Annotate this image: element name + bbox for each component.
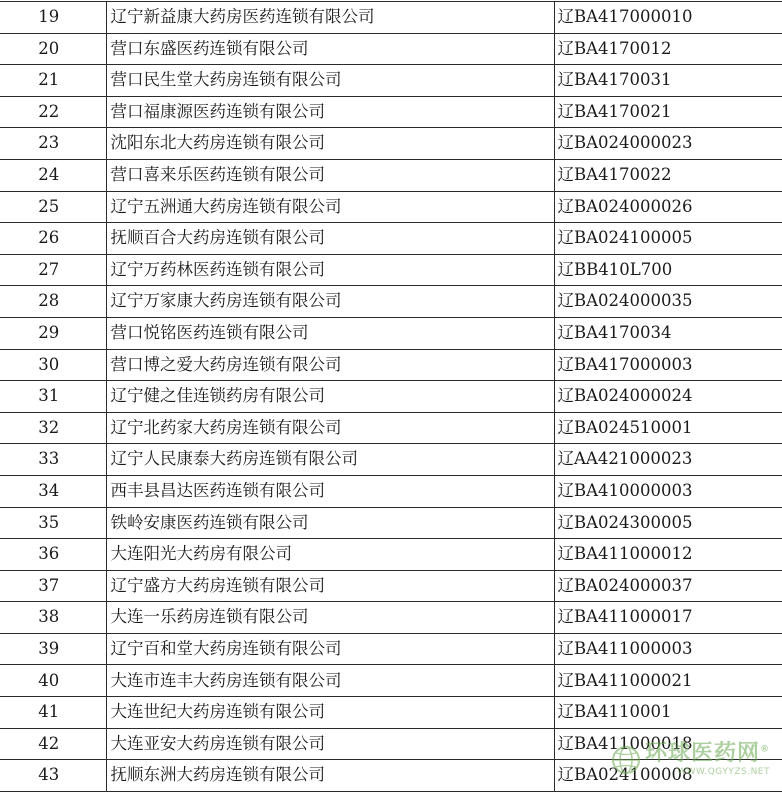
license-code-cell: 辽BA411000021 — [554, 665, 782, 697]
row-number-cell: 27 — [0, 254, 106, 286]
company-name-cell: 大连阳光大药房有限公司 — [106, 539, 554, 571]
company-name-cell: 营口悦铭医药连锁有限公司 — [106, 317, 554, 349]
license-code-cell: 辽BA410000003 — [554, 475, 782, 507]
license-code-cell: 辽BA417000010 — [554, 2, 782, 34]
license-code-cell: 辽BB410L700 — [554, 254, 782, 286]
row-number-cell: 33 — [0, 444, 106, 476]
license-code-cell: 辽BA4170012 — [554, 33, 782, 65]
license-code-cell: 辽AA421000023 — [554, 444, 782, 476]
table-row — [0, 507, 782, 539]
company-name-cell: 辽宁人民康泰大药房连锁有限公司 — [106, 444, 554, 476]
company-name-cell: 辽宁健之佳连锁药房有限公司 — [106, 381, 554, 413]
pharmacy-chain-table — [0, 1, 782, 792]
company-name-cell: 营口民生堂大药房连锁有限公司 — [106, 65, 554, 97]
license-code-cell: 辽BA411000012 — [554, 539, 782, 571]
company-name-cell: 营口博之爱大药房连锁有限公司 — [106, 349, 554, 381]
table-row — [0, 412, 782, 444]
row-number-cell: 22 — [0, 96, 106, 128]
row-number-cell: 40 — [0, 665, 106, 697]
license-code-cell: 辽BA024100005 — [554, 223, 782, 255]
table-row — [0, 254, 782, 286]
table-row — [0, 539, 782, 571]
license-code-cell: 辽BA024000037 — [554, 570, 782, 602]
row-number-cell: 19 — [0, 2, 106, 34]
row-number-cell: 26 — [0, 223, 106, 255]
row-number-cell: 37 — [0, 570, 106, 602]
company-name-cell: 营口喜来乐医药连锁有限公司 — [106, 159, 554, 191]
company-name-cell: 大连一乐药房连锁有限公司 — [106, 602, 554, 634]
company-name-cell: 铁岭安康医药连锁有限公司 — [106, 507, 554, 539]
row-number-cell: 29 — [0, 317, 106, 349]
table-row — [0, 381, 782, 413]
company-name-cell: 辽宁新益康大药房医药连锁有限公司 — [106, 2, 554, 34]
company-name-cell: 大连亚安大药房连锁有限公司 — [106, 728, 554, 760]
company-name-cell: 辽宁北药家大药房连锁有限公司 — [106, 412, 554, 444]
company-name-cell: 沈阳东北大药房连锁有限公司 — [106, 128, 554, 160]
row-number-cell: 39 — [0, 633, 106, 665]
company-name-cell: 辽宁盛方大药房连锁有限公司 — [106, 570, 554, 602]
row-number-cell: 23 — [0, 128, 106, 160]
table-row — [0, 760, 782, 792]
table-row — [0, 475, 782, 507]
table-row — [0, 665, 782, 697]
row-number-cell: 20 — [0, 33, 106, 65]
row-number-cell: 41 — [0, 697, 106, 729]
row-number-cell: 30 — [0, 349, 106, 381]
table-row — [0, 2, 782, 34]
watermark-title-text: 环球医药网 — [644, 741, 760, 766]
row-number-cell: 25 — [0, 191, 106, 223]
row-number-cell: 43 — [0, 760, 106, 792]
table-row — [0, 191, 782, 223]
license-code-cell: 辽BA4110001 — [554, 697, 782, 729]
table-row — [0, 697, 782, 729]
company-name-cell: 西丰县昌达医药连锁有限公司 — [106, 475, 554, 507]
license-code-cell: 辽BA411000018 — [554, 728, 782, 760]
row-number-cell: 34 — [0, 475, 106, 507]
table-body — [0, 2, 782, 792]
registered-mark: ® — [760, 744, 770, 755]
license-code-cell: 辽BA4170022 — [554, 159, 782, 191]
row-number-cell: 35 — [0, 507, 106, 539]
company-name-cell: 辽宁万家康大药房连锁有限公司 — [106, 286, 554, 318]
table-row — [0, 633, 782, 665]
row-number-cell: 24 — [0, 159, 106, 191]
license-code-cell: 辽BA024510001 — [554, 412, 782, 444]
table-row — [0, 223, 782, 255]
company-name-cell: 营口福康源医药连锁有限公司 — [106, 96, 554, 128]
row-number-cell: 36 — [0, 539, 106, 571]
table-row — [0, 570, 782, 602]
table-row — [0, 96, 782, 128]
table-row — [0, 33, 782, 65]
license-code-cell: 辽BA024000023 — [554, 128, 782, 160]
row-number-cell: 32 — [0, 412, 106, 444]
company-name-cell: 大连世纪大药房连锁有限公司 — [106, 697, 554, 729]
license-code-cell: 辽BA4170021 — [554, 96, 782, 128]
table-row — [0, 128, 782, 160]
license-code-cell: 辽BA417000003 — [554, 349, 782, 381]
license-code-cell: 辽BA024000035 — [554, 286, 782, 318]
row-number-cell: 38 — [0, 602, 106, 634]
license-code-cell: 辽BA024000024 — [554, 381, 782, 413]
license-code-cell: 辽BA024100008 — [554, 760, 782, 792]
license-code-cell: 辽BA4170031 — [554, 65, 782, 97]
table-row — [0, 444, 782, 476]
table-row — [0, 317, 782, 349]
table-row — [0, 286, 782, 318]
row-number-cell: 31 — [0, 381, 106, 413]
license-code-cell: 辽BA411000017 — [554, 602, 782, 634]
row-number-cell: 28 — [0, 286, 106, 318]
company-name-cell: 抚顺东洲大药房连锁有限公司 — [106, 760, 554, 792]
table-row — [0, 728, 782, 760]
license-code-cell: 辽BA4170034 — [554, 317, 782, 349]
company-name-cell: 营口东盛医药连锁有限公司 — [106, 33, 554, 65]
company-name-cell: 抚顺百合大药房连锁有限公司 — [106, 223, 554, 255]
row-number-cell: 42 — [0, 728, 106, 760]
table-row — [0, 65, 782, 97]
license-code-cell: 辽BA024000026 — [554, 191, 782, 223]
company-name-cell: 大连市连丰大药房连锁有限公司 — [106, 665, 554, 697]
row-number-cell: 21 — [0, 65, 106, 97]
license-code-cell: 辽BA024300005 — [554, 507, 782, 539]
watermark-url: WWW.QGYYZS.NET — [677, 767, 770, 777]
table-row — [0, 349, 782, 381]
license-code-cell: 辽BA411000003 — [554, 633, 782, 665]
table-row — [0, 602, 782, 634]
company-name-cell: 辽宁五洲通大药房连锁有限公司 — [106, 191, 554, 223]
company-name-cell: 辽宁百和堂大药房连锁有限公司 — [106, 633, 554, 665]
table-row — [0, 159, 782, 191]
company-name-cell: 辽宁万药林医药连锁有限公司 — [106, 254, 554, 286]
